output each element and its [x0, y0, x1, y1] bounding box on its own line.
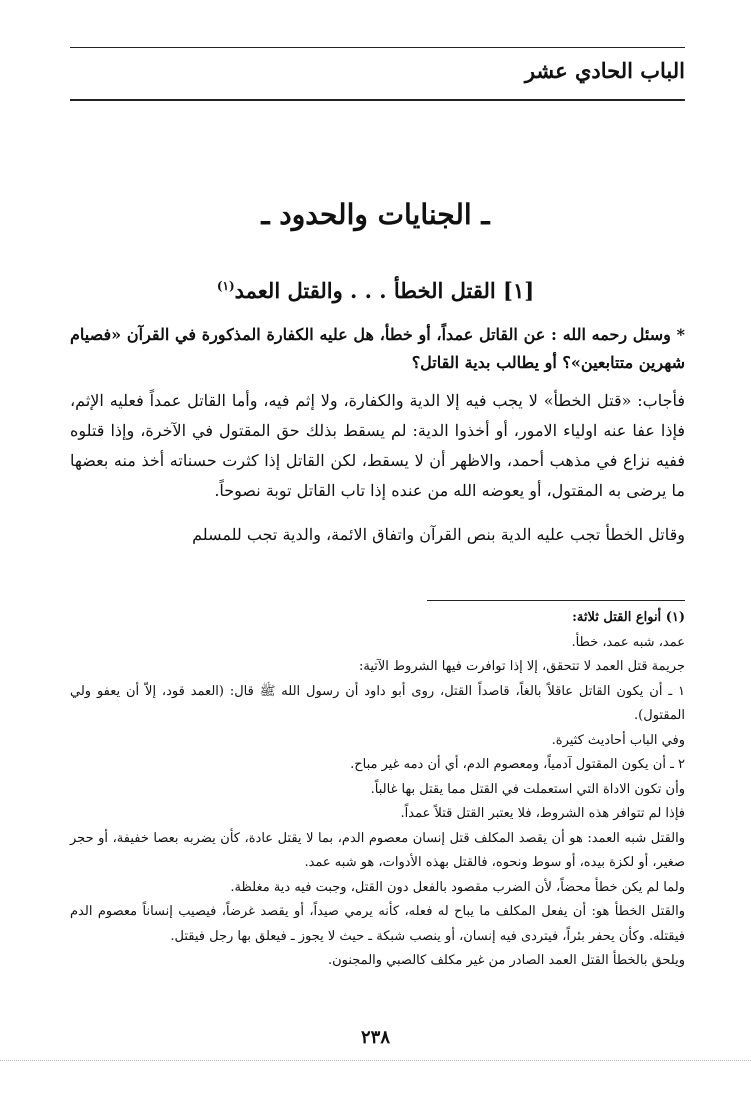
footnote-line: ١ ـ أن يكون القاتل عاقلاً بالغاً، قاصداً القتل، روى أبو داود أن رسول الله ﷺ قال: (العمد قود، إلاّ أن يعفو ولي المقتول).	[70, 683, 685, 723]
subsection-title	[0, 278, 751, 303]
footnote-line: ولما لم يكن خطأ محضاً، لأن الضرب مقصود بالفعل دون القتل، وجبت فيه دية مغلظة.	[230, 879, 685, 895]
footnote-line: ٢ ـ أن يكون المقتول آدمياً، ومعصوم الدم، أي أن دمه غير مباح.	[350, 757, 685, 772]
question-paragraph: * وسئل رحمه الله : عن القاتل عمداً، أو خطأ، هل عليه الكفارة المذكورة في القرآن «فصيام شهرين متتابعين»؟ أو يطالب بدية القاتل؟	[70, 325, 685, 372]
footnote-line: (١) أنواع القتل ثلاثة:	[572, 610, 685, 625]
answer-paragraph-2: وقاتل الخطأ تجب عليه الدية بنص القرآن واتفاق الائمة، والدية تجب للمسلم	[192, 525, 685, 544]
footnote-line: وأن تكون الاداة التي استعملت في القتل مما يقتل بها غالباً.	[370, 781, 685, 797]
footnote-ref: (١)	[216, 279, 235, 293]
footnote-line: فإذا لم تتوافر هذه الشروط، فلا يعتبر القتل قتلاً عمداً.	[400, 806, 685, 821]
footnote-separator	[427, 600, 685, 601]
page-number: ٢٣٨	[360, 1027, 390, 1048]
section-title: ـ الجنايات والحدود ـ	[261, 198, 490, 231]
footnote-line: ويلحق بالخطأ القتل العمد الصادر من غير مكلف كالصبي والمجنون.	[327, 953, 685, 968]
footnote-line: عمد، شبه عمد، خطأ.	[571, 634, 685, 650]
scan-edge	[0, 1060, 751, 1062]
footnote-line: وفي الباب أحاديث كثيرة.	[551, 732, 685, 748]
answer-paragraph-1: فأجاب: «قتل الخطأ» لا يجب فيه إلا الدية والكفارة، ولا إثم فيه، وأما القاتل عمداً فعليه الإثم، فإذا عفا عنه اولياء الامور، أو أخذوا الدية: لم يسقط بذلك حق المقتول في الآخرة، وإذا قتلوه ففيه نزاع في مذهب أحمد، والاظهر أن لا يسقط، لكن القاتل إذا كثرت حسناته أخذ منه بعضها ما يرضى به المقتول، أو يعوضه الله من عنده إذا تاب القاتل توبة نصوحاً.	[70, 391, 685, 500]
footnote-line: جريمة قتل العمد لا تتحقق، إلا إذا توافرت فيها الشروط الآتية:	[358, 659, 685, 674]
running-head: الباب الحادي عشر	[524, 58, 685, 83]
header-rule-bottom	[70, 99, 685, 101]
subsection-title-text: [١] القتل الخطأ . . . والقتل العمد	[234, 278, 535, 303]
header-rule-top	[70, 47, 685, 48]
footnote-line: والقتل شبه العمد: هو أن يقصد المكلف قتل إنسان معصوم الدم، بما لا يقتل عادة، كأن يضربه بعصا خفيفة، أو حجر صغير، أو لكزة بيده، أو سوط ونحوه، فالقتل بهذه الأدوات، هو شبه عمد.	[70, 830, 685, 870]
footnotes	[70, 606, 685, 974]
answer-block	[70, 386, 685, 550]
footnote-line: والقتل الخطأ هو: أن يفعل المكلف ما يباح له فعله، كأنه يرمي صيداً، أو يقصد غرضاً، فيصيب إنساناً معصوم الدم فيقتله. وكأن يحفر بئراً، فيتردى فيه إنسان، أو ينصب شبكة ـ حيث لا يجوز ـ فيعلق بها رجل فيقتل.	[70, 904, 685, 944]
